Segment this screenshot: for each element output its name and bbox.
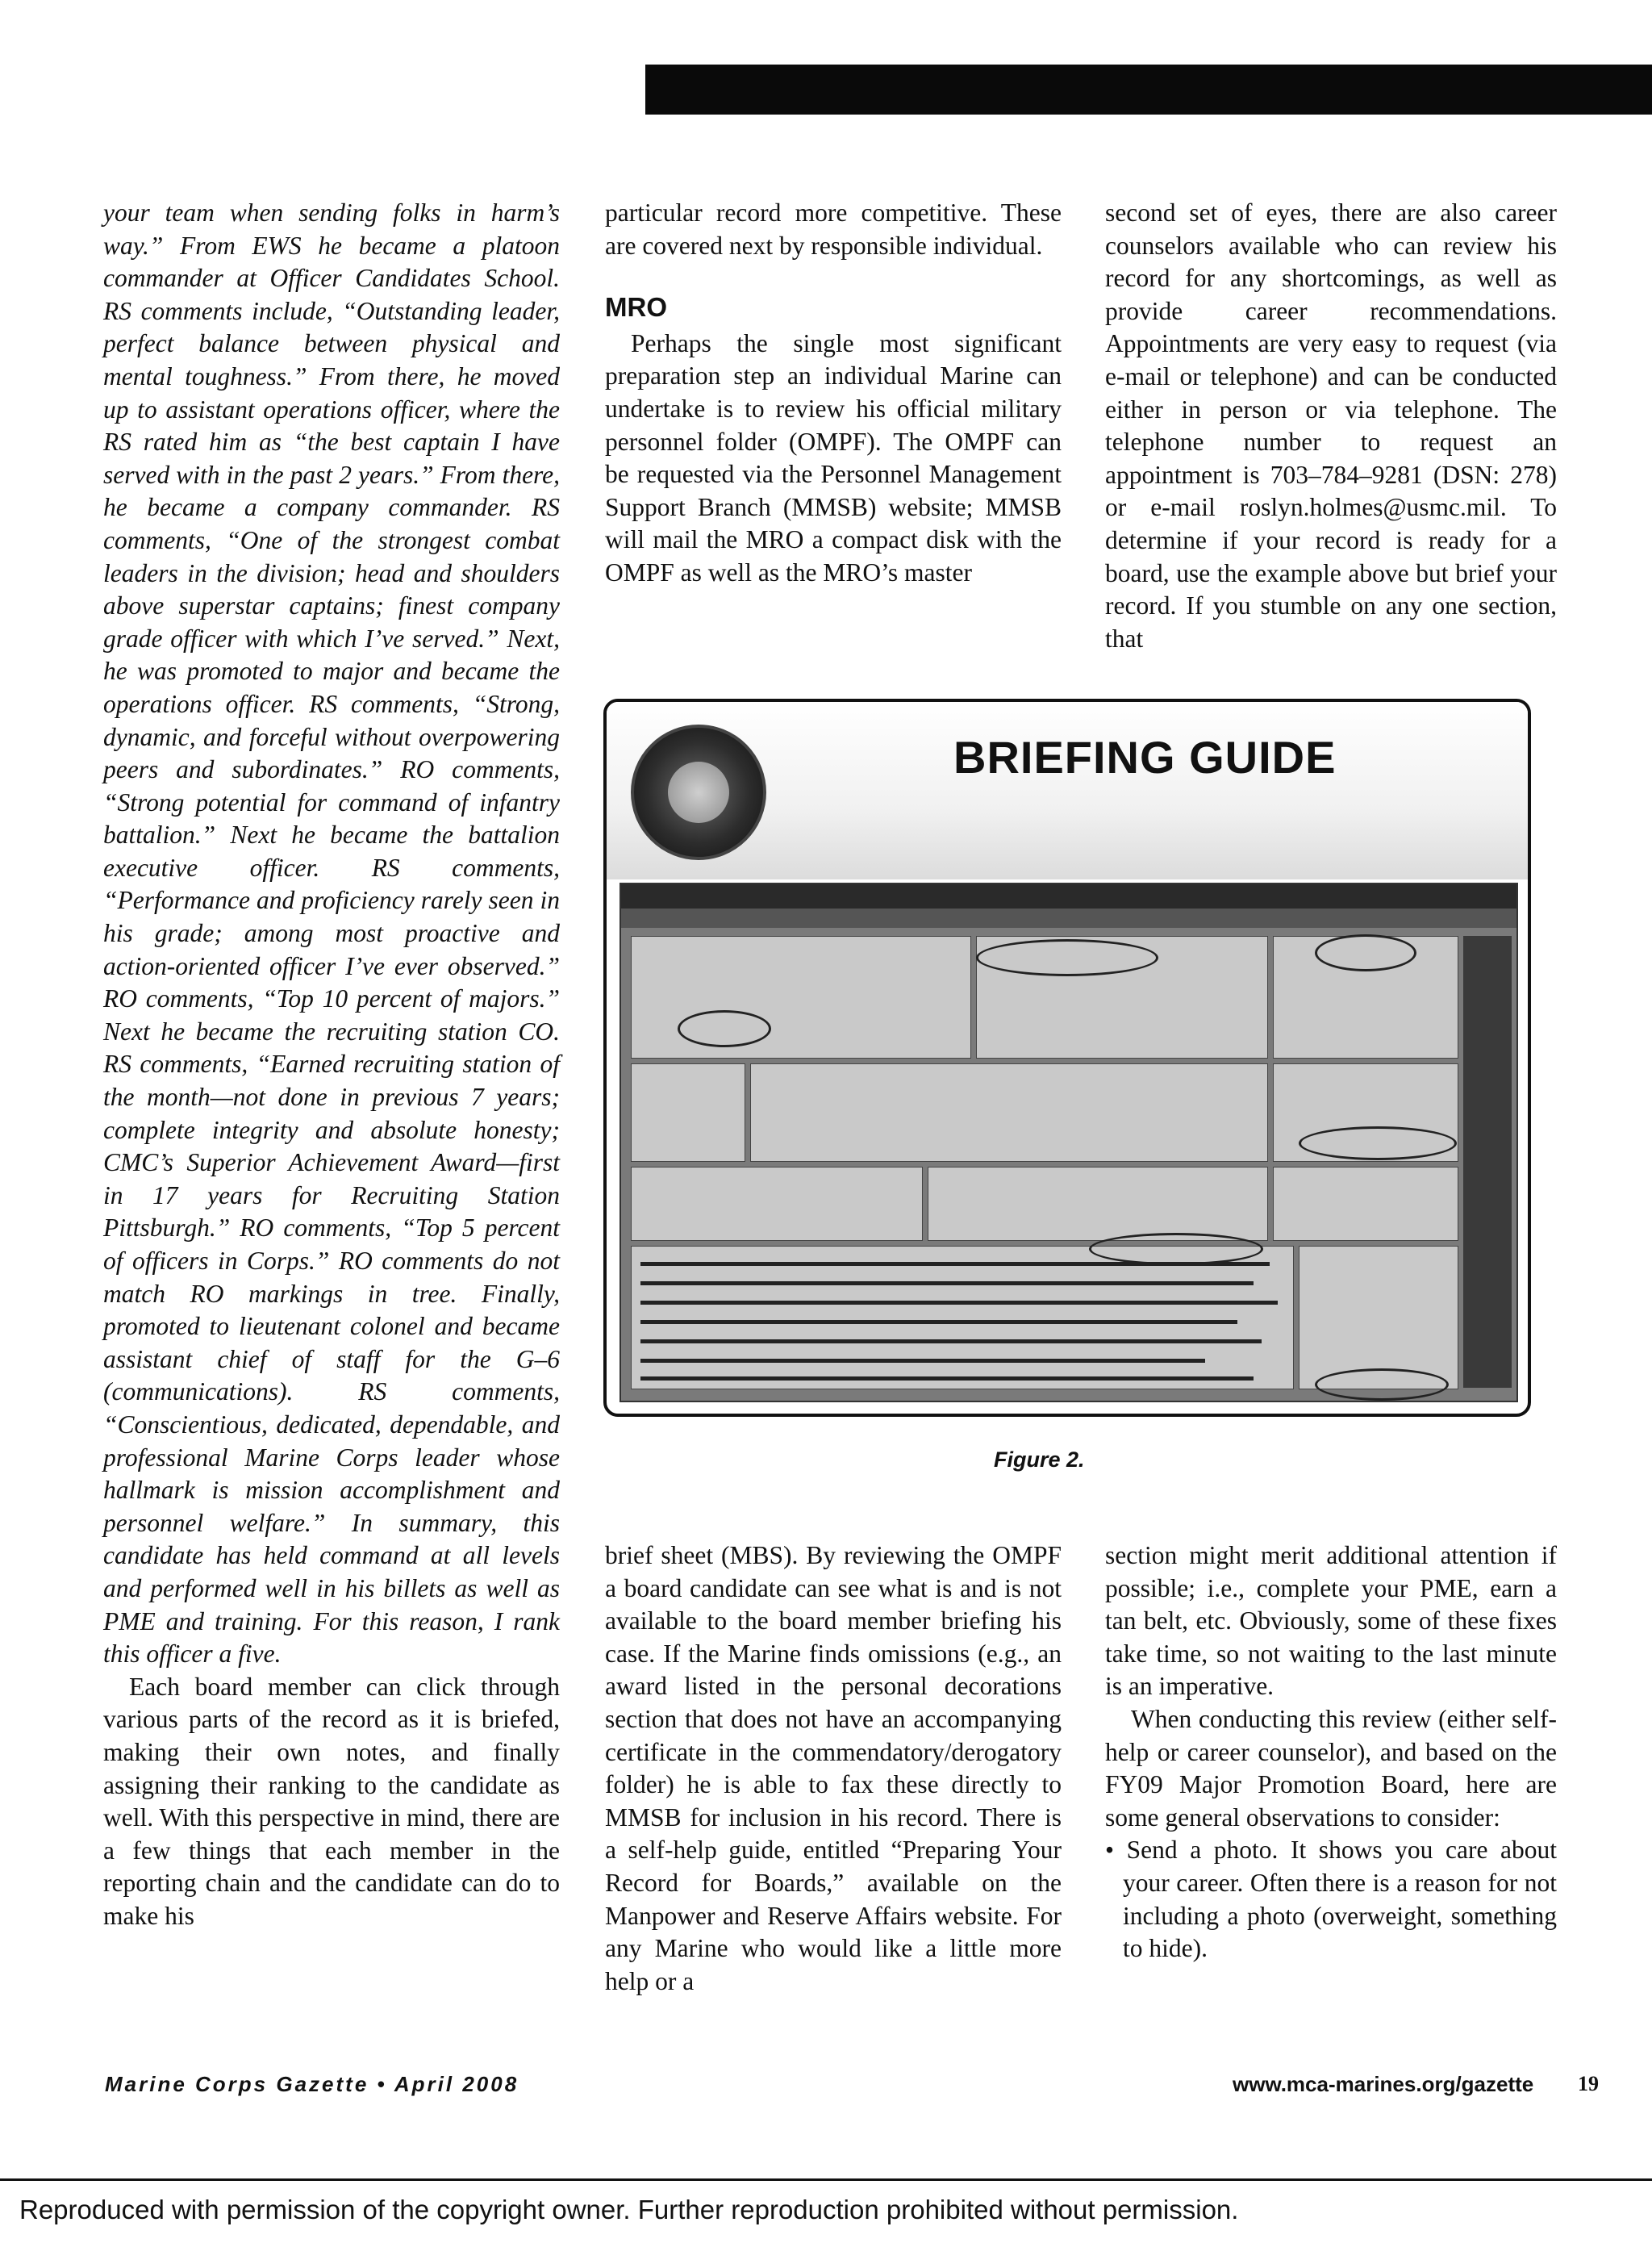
marine-corps-seal-icon <box>631 725 766 860</box>
briefing-guide-figure <box>603 699 1531 1417</box>
right-top-column <box>1105 197 1557 655</box>
right-bottom-paragraph-2: When conducting this review (either self-help or career counselor), and based on the FY09 Major Promotion Board, here are some general observations to consider: <box>1105 1704 1557 1832</box>
right-bottom-column <box>1105 1539 1557 1965</box>
figure-header <box>607 702 1528 879</box>
left-paragraph-2: Each board member can click through various parts of the record as it is briefed, making their own notes, and finally assigning their ranking to the candidate as well. With this perspective in mind, there are a few things that each member in the reporting chain and the candidate can do to make his <box>103 1672 560 1930</box>
figure-caption: Figure 2. <box>994 1447 1085 1472</box>
header-bar <box>645 65 1652 115</box>
page-number: 19 <box>1578 2072 1599 2095</box>
middle-bottom-column <box>605 1539 1062 1998</box>
photo-bullet: • Send a photo. It shows you care about your career. Often there is a reason for not including a photo (overweight, something to hide). <box>1105 1836 1557 1963</box>
footer-publication: Marine Corps Gazette • April 2008 <box>105 2072 519 2096</box>
right-top-paragraph: second set of eyes, there are also career counselors available who can review his record for any shortcomings, as well as provide career recommendations. Appointments are very easy to request (via e-mail or telephone) and can be conducted either in person or via telephone. The telephone number to request an appointment is 703–784–9281 (DSN: 278) or e-mail roslyn.holmes@usmc.mil. To determine if your record is ready for a board, use the example above but brief your record. If you stumble on any one section, that <box>1105 198 1557 653</box>
figure-title: BRIEFING GUIDE <box>953 732 1337 783</box>
footer-rule <box>0 2178 1652 2181</box>
left-column <box>103 197 560 1932</box>
copyright-notice: Reproduced with permission of the copyright owner. Further reproduction prohibited without permission. <box>19 2195 1239 2224</box>
section-heading-mro: MRO <box>605 292 667 323</box>
briefing-screen-image <box>620 883 1518 1402</box>
footer-url: www.mca-marines.org/gazette <box>1233 2072 1534 2096</box>
mro-paragraph: Perhaps the single most significant preparation step an individual Marine can undertake is to review his official military personnel folder (OMPF). The OMPF can be requested via the Personnel Management Support Branch (MMSB) website; MMSB will mail the MRO a compact disk with the OMPF as well as the MRO’s master <box>605 328 1062 587</box>
middle-bottom-paragraph: brief sheet (MBS). By reviewing the OMPF a board candidate can see what is and is not available to the board member briefing his case. If the Marine finds omissions (e.g., an award listed in the personal decorations section that does not have an accompanying certificate in the commendatory/derogatory folder) he is able to fax these directly to MMSB for inclusion in his record. There is a self-help guide, entitled “Preparing Your Record for Boards,” available on the Manpower and Reserve Affairs website. For any Marine who would like a little more help or a <box>605 1541 1062 1995</box>
right-bottom-paragraph-1: section might merit additional attention if possible; i.e., complete your PME, earn a tan belt, etc. Obviously, some of these fixes take time, so not waiting to the last minute is an imperative. <box>1105 1541 1557 1701</box>
middle-intro: particular record more competitive. These are covered next by responsible individual. <box>605 198 1062 260</box>
left-paragraph-1: your team when sending folks in harm’s way.” From EWS he became a platoon commander at Officer Candidates School. RS comments include, “Outstanding leader, perfect balance between physical and mental toughness.” From there, he moved up to assistant operations officer, where the RS rated him as “the best captain I have served with in the past 2 years.” From there, he became a company commander. RS comments, “One of the strongest combat leaders in the division; head and shoulders above superstar captains; finest company grade officer with which I’ve served.” Next, he was promoted to major and became the operations officer. RS comments, “Strong, dynamic, and forceful without overpowering peers and subordinates.” RO comments, “Strong potential for command of infantry battalion.” Next he became the battalion executive officer. RS comments, “Performance and proficiency rarely seen in his grade; among most proactive and action-oriented officer I’ve ever observed.” RO comments, “Top 10 percent of majors.” Next he became the recruiting station CO. RS comments, “Earned recruiting station of the month—not done in previous 7 years; complete integrity and absolute honesty; CMC’s Superior Achievement Award—first in 17 years for Recruiting Station Pittsburgh.” RO comments, “Top 5 percent of officers in Corps.” RO comments do not match RO markings in tree. Finally, promoted to lieutenant colonel and became assistant chief of staff for the G–6 (communications). RS comments, “Conscientious, dedicated, dependable, and professional Marine Corps leader whose hallmark is mission accomplishment and personnel welfare.” In summary, this candidate has held command at all levels and performed well in his billets as well as PME and training. For this reason, I rank this officer a five. <box>103 198 560 1669</box>
middle-top-column <box>605 197 1062 590</box>
